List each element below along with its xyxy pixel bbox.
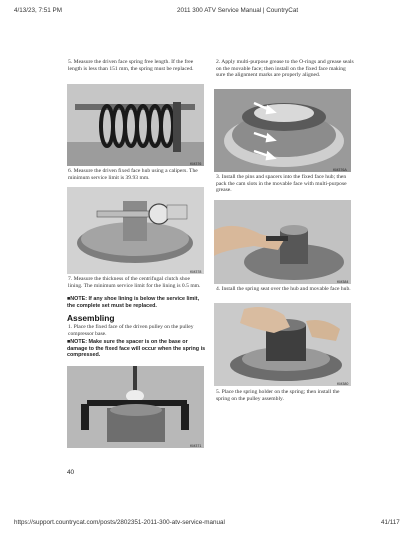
note-label: ■NOTE: bbox=[67, 339, 88, 345]
step-7-shoe-lining: 7. Measure the thickness of the centrifugal clutch shoe lining. The minimum service limit for the lining is 0.5 mm. bbox=[68, 276, 201, 289]
figure-pulley-compressor bbox=[67, 366, 204, 448]
figure-pins-spacers bbox=[214, 200, 351, 284]
note-shoe-lining bbox=[67, 296, 207, 309]
section-heading-assembling: Assembling bbox=[67, 313, 115, 323]
print-url: https://support.countrycat.com/posts/2802351-2011-300-atv-service-manual bbox=[14, 519, 225, 526]
page-number: 40 bbox=[67, 469, 75, 476]
figure-spring-seat bbox=[214, 303, 351, 386]
figure-caption: KM371 bbox=[190, 444, 202, 448]
figure-caption: KM384 bbox=[337, 280, 349, 284]
print-title: 2011 300 ATV Service Manual | CountryCat bbox=[177, 7, 299, 14]
print-datetime: 4/13/23, 7:51 PM bbox=[14, 7, 62, 14]
figure-caption: KM378 bbox=[190, 270, 202, 274]
step-2-grease-orings: 2. Apply multi-purpose grease to the O-rings and grease seals on the movable face; then install on the fixed face making sure the alignment marks are properly aligned. bbox=[216, 59, 354, 79]
figure-caption: KM376A bbox=[333, 168, 347, 172]
figure-spring-measurement bbox=[67, 84, 204, 166]
note-spacer bbox=[67, 339, 207, 359]
note-text: If any shoe lining is below the service limit, the complete set must be replaced. bbox=[67, 296, 200, 309]
figure-caption: KM376 bbox=[190, 162, 202, 166]
figure-caption: KM380 bbox=[337, 382, 349, 386]
print-page-count: 41/117 bbox=[381, 519, 400, 526]
note-label: ■NOTE: bbox=[67, 296, 88, 302]
step-6-hub-caliper: 6. Measure the driven fixed face hub using a calipers. The minimum service limit is 39.93 mm. bbox=[68, 168, 198, 181]
step-4-spring-seat: 4. Install the spring seat over the hub and movable face hub. bbox=[216, 286, 351, 292]
step-5-spring-length: 5. Measure the driven face spring free length. If the free length is less than 151 mm, the spring must be replaced. bbox=[68, 59, 194, 72]
figure-movable-face bbox=[214, 89, 351, 172]
note-text: Make sure the spacer is on the base or damage to the fixed face will occur when the spring is compressed. bbox=[67, 339, 206, 358]
step-1-fixed-face: 1. Place the fixed face of the driven pulley on the pulley compressor base. bbox=[68, 324, 194, 337]
step-3-pins-spacers: 3. Install the pins and spacers into the fixed face hub; then pack the cam slots in the movable face with multi-purpose grease. bbox=[216, 174, 347, 194]
step-5-spring-holder: 5. Place the spring holder on the spring; then install the spring on the pulley assembly. bbox=[216, 389, 340, 402]
figure-hub-caliper bbox=[67, 187, 204, 274]
